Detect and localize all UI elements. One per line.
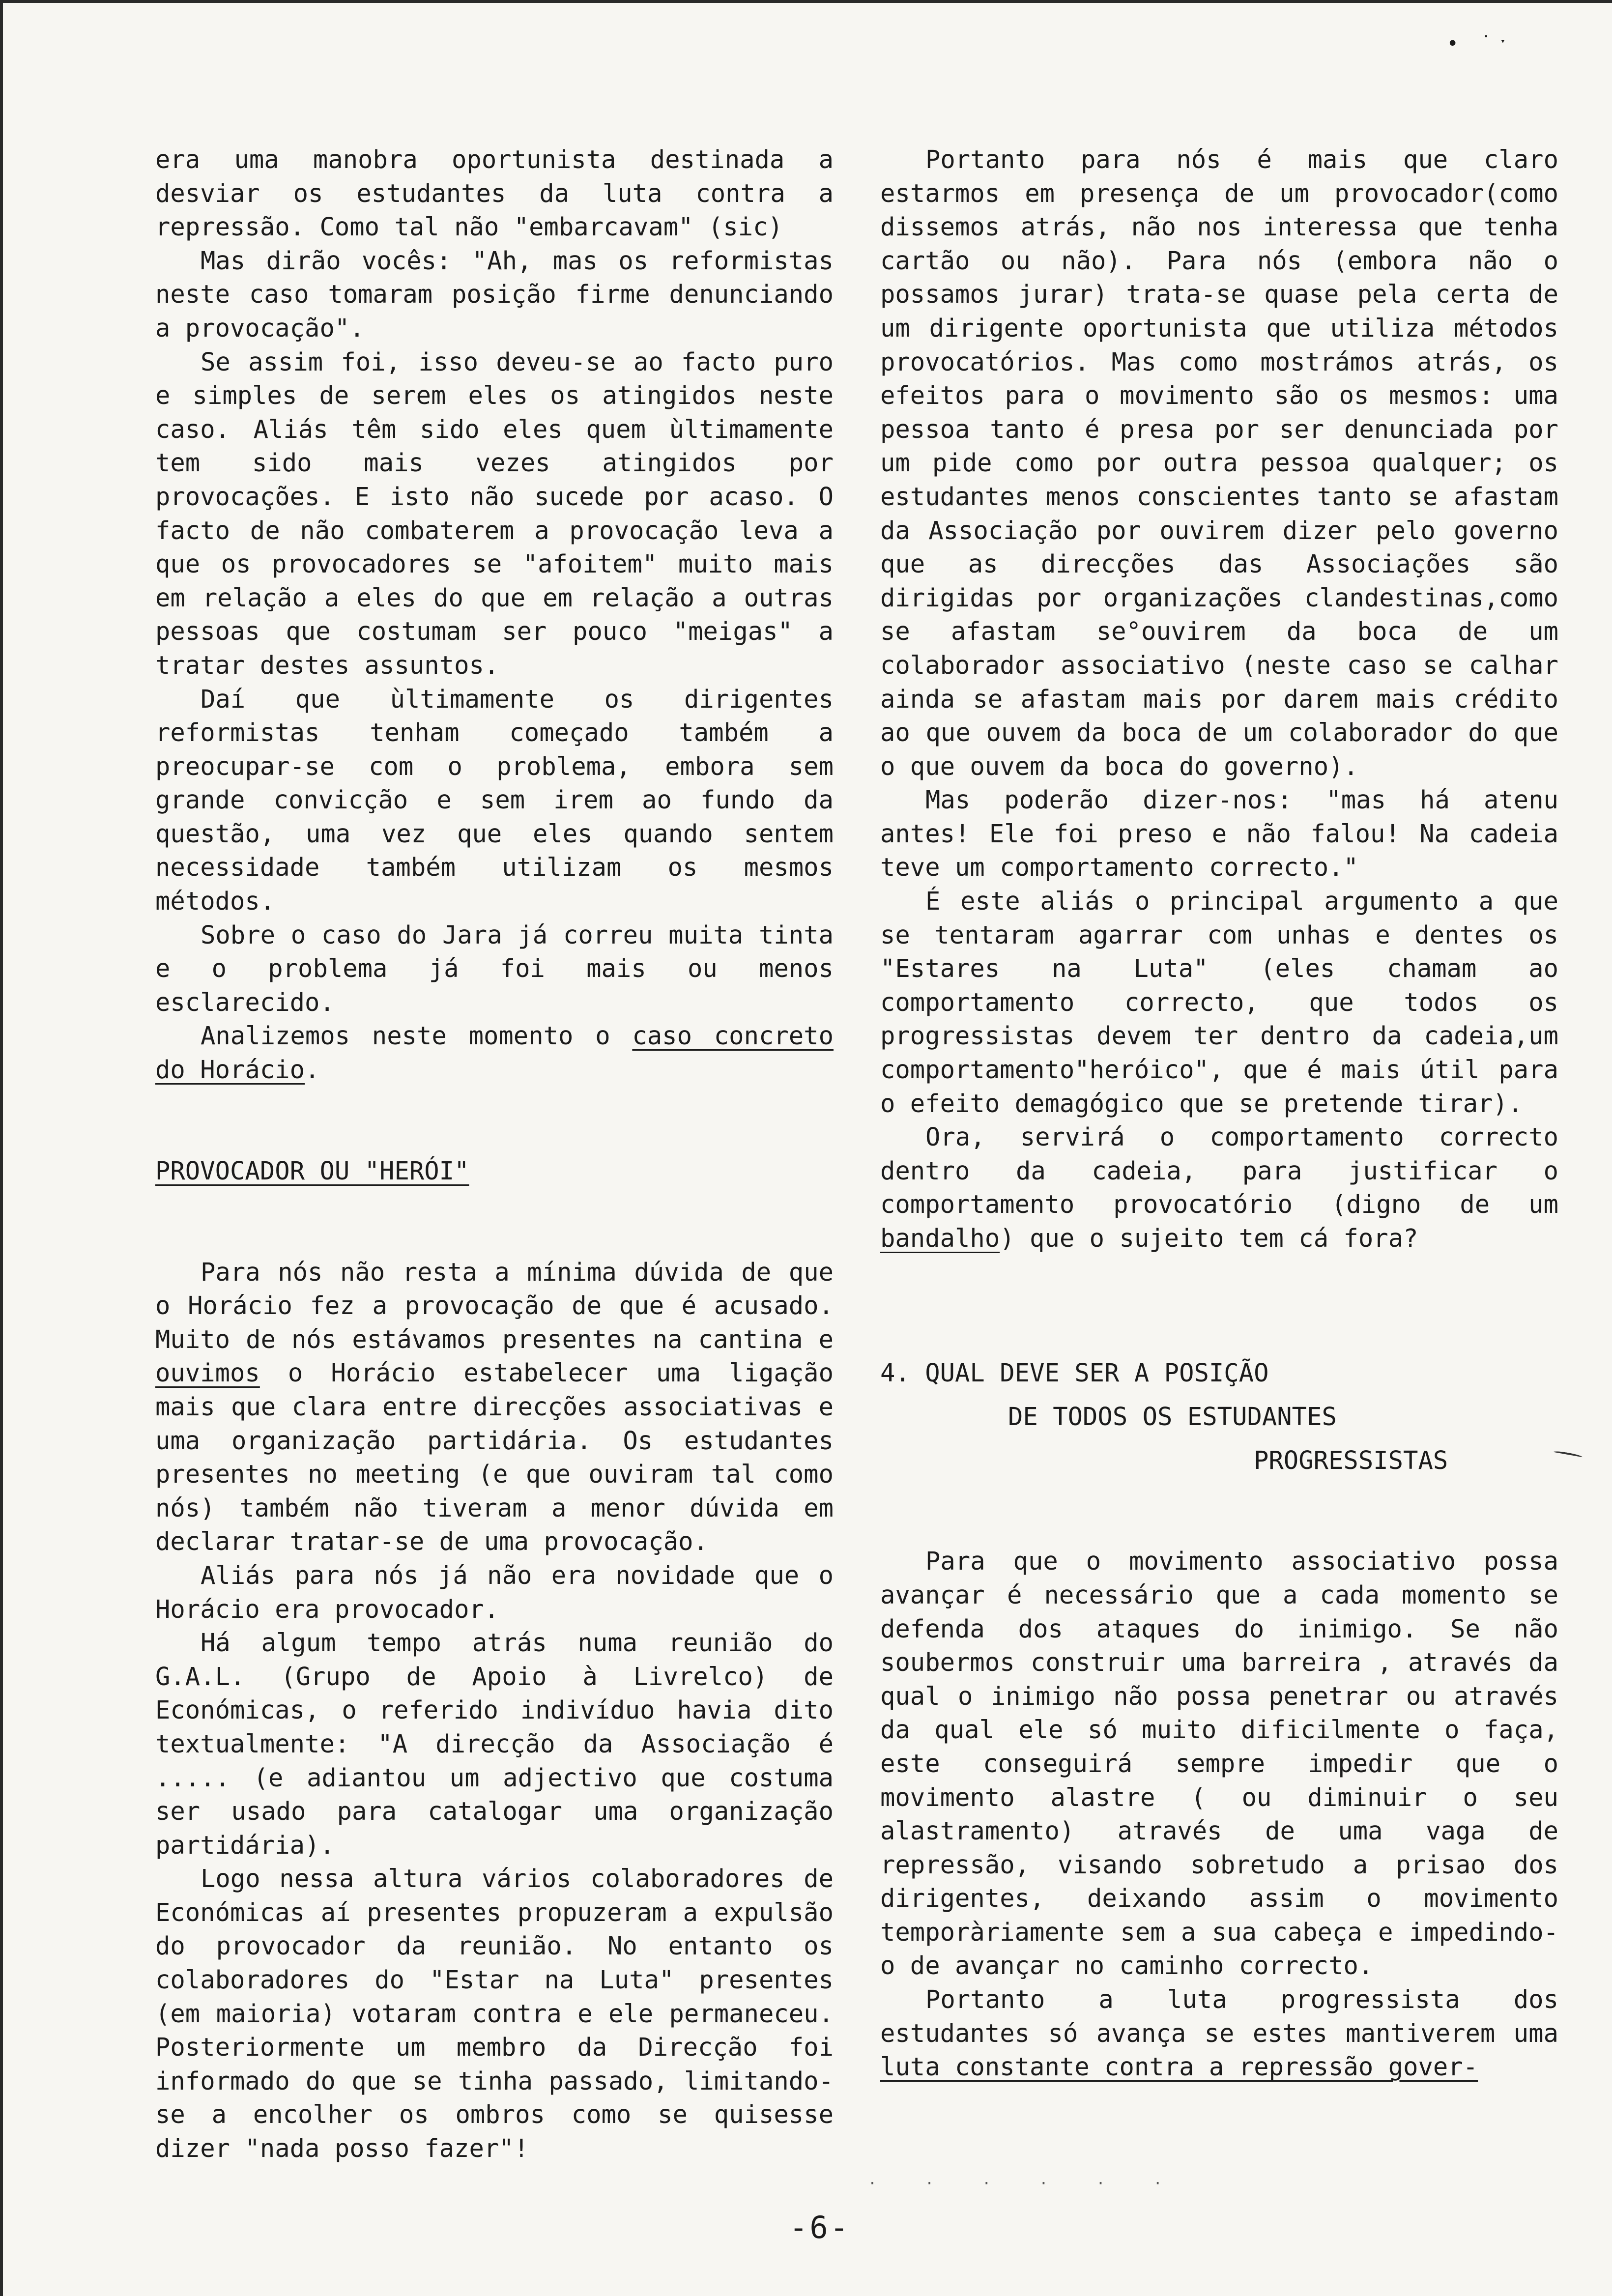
spacer bbox=[880, 1323, 1558, 1357]
paragraph: É este aliás o principal argumento a que se tentaram agarrar com unhas e dentes os "Estares na Luta" (eles chamam ao comportamento correcto, que todos os progressistas devem ter dentro da cadeia,um comportamento"heróico", que é mais útil para o efeito demagógico que se pretende tirar). bbox=[880, 887, 1558, 1118]
left-column bbox=[155, 143, 834, 2166]
section-heading: 4. QUAL DEVE SER A POSIÇÃO bbox=[880, 1358, 1269, 1388]
paragraph bbox=[155, 1019, 834, 1087]
spacer bbox=[155, 1188, 834, 1222]
spacer bbox=[880, 1390, 1558, 1400]
paragraph: Daí que ùltimamente os dirigentes reformistas tenham começado também a preocupar-se com o problema, embora sem grande convicção e sem irem ao fundo da questão, uma vez que eles quando sentem necessidade também utilizam os mesmos métodos. bbox=[155, 684, 834, 916]
section-heading-line-3: PROGRESSISTAS bbox=[1254, 1445, 1448, 1475]
paragraph-text: Portanto a luta progressista dos estudantes só avança se estes mantiverem uma bbox=[880, 1985, 1558, 2048]
section-heading: PROVOCADOR OU "HERÓI" bbox=[155, 1156, 469, 1185]
spacer bbox=[880, 1511, 1558, 1545]
spacer bbox=[155, 1087, 834, 1121]
underlined-text: caso concreto do Horácio bbox=[155, 1021, 834, 1085]
paragraph: Há algum tempo atrás numa reunião do G.A.L. (Grupo de Apoio à Livrelco) de Económicas, o referido indivíduo havia dito textualmente: "A direcção da Associação é ..... (e adiantou um adjectivo que costuma ser usado para catalogar uma organização partidária). bbox=[155, 1628, 834, 1860]
spacer bbox=[155, 1120, 834, 1154]
paragraph: Portanto para nós é mais que claro estarmos em presença de um provocador(como dissemos atrás, não nos interessa que tenha cartão ou não). Para nós (embora não o possamos jurar) trata-se quase pela certa de um dirigente oportunista que utiliza métodos provocatórios. Mas como mostrámos atrás, os efeitos para o movimento são os mesmos: uma pessoa tanto é presa por ser denunciada por um pide como por outra pessoa qualquer; os estudantes menos conscientes tanto se afastam da Associação por ouvirem dizer pelo governo que as direcções das Associações são dirigidas por organizações clandestinas,como se afastam se°ouvirem da boca de um colaborador associativo (neste caso se calhar ainda se afastam mais por darem mais crédito ao que ouvem da boca de um colaborador do que o que ouvem da boca do governo). bbox=[880, 145, 1558, 781]
underlined-text: luta constante contra a repressão gover- bbox=[880, 2052, 1478, 2082]
paragraph-text: o Horácio estabelecer uma ligação mais que clara entre direcções associativas e uma organização partidária. Os estudantes presentes no meeting (e que ouviram tal como nós) também não tiveram a menor dúvida em declarar tratar-se de uma provocação. bbox=[155, 1358, 834, 1556]
paragraph: era uma manobra oportunista destinada a desviar os estudantes da luta contra a repressão. Como tal não "embarcavam" (sic) bbox=[155, 145, 834, 242]
corner-marks: • ˙ˑ bbox=[1446, 32, 1514, 55]
section-heading-line-2: DE TODOS OS ESTUDANTES bbox=[1008, 1402, 1337, 1431]
underlined-text: ouvimos bbox=[155, 1358, 260, 1388]
paragraph: Aliás para nós já não era novidade que o Horácio era provocador. bbox=[155, 1560, 834, 1624]
paragraph: Sobre o caso do Jara já correu muita tinta e o problema já foi mais ou menos esclarecido. bbox=[155, 920, 834, 1017]
paragraph-text: Para nós não resta a mínima dúvida de que o Horácio fez a provocação de que é acusado. Muito de nós estávamos presentes na cantina e bbox=[155, 1257, 834, 1354]
spacer bbox=[880, 1434, 1558, 1444]
paragraph bbox=[880, 1983, 1558, 2084]
spacer bbox=[880, 1477, 1558, 1511]
paragraph: Para que o movimento associativo possa avançar é necessário que a cada momento se defenda dos ataques do inimigo. Se não soubermos construir uma barreira , através da qual o inimigo não possa penetrar ou através da qual ele só muito dificilmente o faça, este conseguirá sempre impedir que o movimento alastre ( ou diminuir o seu alastramento) através de uma vaga de repressão, visando sobretudo a prisao dos dirigentes, deixando assim o movimento temporàriamente sem a sua cabeça e impedindo-o de avançar no caminho correcto. bbox=[880, 1547, 1558, 1980]
paragraph bbox=[880, 1120, 1558, 1255]
paragraph: Mas poderão dizer-nos: "mas há atenu antes! Ele foi preso e não falou! Na cadeia teve um comportamento correcto." bbox=[880, 785, 1558, 882]
right-column bbox=[880, 143, 1558, 2084]
spacer bbox=[880, 1289, 1558, 1323]
paragraph-text: . bbox=[305, 1055, 320, 1085]
paragraph: Logo nessa altura vários colaboradores de Económicas aí presentes propuzeram a expulsão do provocador da reunião. No entanto os colaboradores do "Estar na Luta" presentes (em maioria) votaram contra e ele permaneceu. Posteriormente um membro da Direcção foi informado do que se tinha passado, limitando-se a encolher os ombros como se quisesse dizer "nada posso fazer"! bbox=[155, 1864, 834, 2163]
paragraph-text: Ora, servirá o comportamento correcto dentro da cadeia, para justificar o comportamento provocatório (digno de um bbox=[880, 1122, 1558, 1219]
spacer bbox=[155, 1222, 834, 1256]
scan-dots: · · · · · · bbox=[868, 2175, 1182, 2192]
paragraph-text: Analizemos neste momento o bbox=[201, 1021, 633, 1051]
underlined-text: bandalho bbox=[880, 1224, 1000, 1253]
page-number: -6- bbox=[789, 2210, 850, 2245]
paragraph bbox=[155, 1256, 834, 1559]
paragraph-text: ) que o sujeito tem cá fora? bbox=[1000, 1224, 1418, 1253]
spacer bbox=[880, 1256, 1558, 1290]
paragraph: Mas dirão vocês: "Ah, mas os reformistas neste caso tomaram posição firme denunciando a provocação". bbox=[155, 246, 834, 343]
paragraph: Se assim foi, isso deveu-se ao facto puro e simples de serem eles os atingidos neste caso. Aliás têm sido eles quem ùltimamente tem sido mais vezes atingidos por provocações. E isto não sucede por acaso. O facto de não combaterem a provocação leva a que os provocadores se "afoitem" muito mais em relação a eles do que em relação a outras pessoas que costumam ser pouco "meigas" a tratar destes assuntos. bbox=[155, 347, 834, 680]
